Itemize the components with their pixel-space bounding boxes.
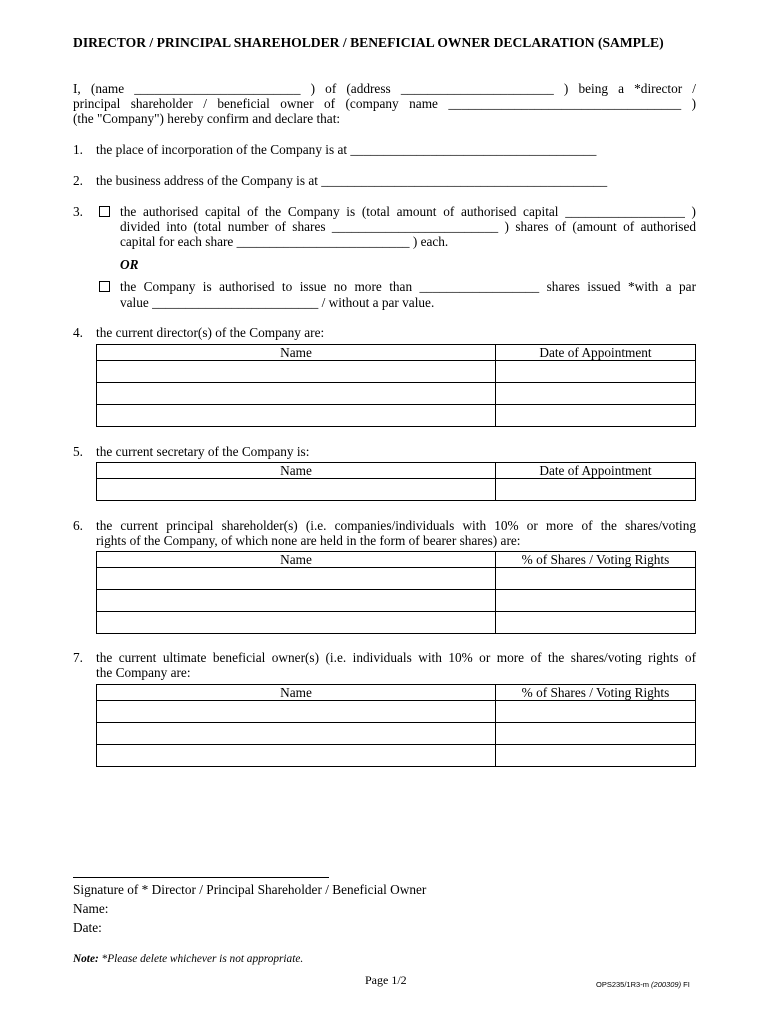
form-code-date: (200309) [651, 980, 682, 989]
item-7-number: 7. [73, 650, 83, 665]
table-header-row [97, 345, 696, 361]
name-column-header: Name [97, 345, 496, 361]
date-column-header: Date of Appointment [496, 345, 696, 361]
table-row [97, 479, 696, 501]
beneficial-owners-table [96, 684, 696, 767]
table-header-row [97, 685, 696, 701]
item-3a-line-2: divided into (total number of shares _________________________ ) shares of (amount of authorised [120, 219, 696, 234]
directors-table [96, 344, 696, 427]
item-4-number: 4. [73, 325, 83, 340]
table-row [97, 590, 696, 612]
item-7-line-1: the current ultimate beneficial owner(s) (i.e. individuals with 10% or more of the shares/voting rights of [96, 650, 696, 665]
table-row [97, 361, 696, 383]
shares-cell[interactable] [496, 723, 696, 745]
table-row [97, 568, 696, 590]
note [73, 952, 303, 967]
name-column-header: Name [97, 463, 496, 479]
table-row [97, 405, 696, 427]
item-7-line-2: the Company are: [96, 665, 191, 680]
note-label: Note: [73, 953, 99, 965]
name-column-header: Name [97, 552, 496, 568]
name-label: Name: [73, 901, 109, 916]
shares-cell[interactable] [496, 745, 696, 767]
secretary-table [96, 462, 696, 501]
intro-line-1: I, (name _________________________ ) of (address _______________________ ) being a *director / [73, 81, 696, 96]
form-code-suffix: FI [681, 980, 690, 989]
item-1-number: 1. [73, 142, 83, 157]
item-3-number: 3. [73, 204, 83, 219]
item-2-number: 2. [73, 173, 83, 188]
authorised-capital-checkbox[interactable] [99, 206, 110, 217]
item-6-line-1: the current principal shareholder(s) (i.e. companies/individuals with 10% or more of the shares/voting [96, 518, 696, 533]
intro-line-3: (the "Company") hereby confirm and declare that: [73, 111, 341, 126]
signature-line[interactable] [73, 877, 329, 878]
shares-cell[interactable] [496, 701, 696, 723]
shares-column-header: % of Shares / Voting Rights [496, 685, 696, 701]
date-cell[interactable] [496, 383, 696, 405]
or-label: OR [120, 257, 139, 272]
date-column-header: Date of Appointment [496, 463, 696, 479]
table-row [97, 745, 696, 767]
date-cell[interactable] [496, 479, 696, 501]
item-1-text: the place of incorporation of the Company is at _____________________________________ [96, 142, 597, 157]
form-code [596, 977, 690, 992]
item-3a-line-1: the authorised capital of the Company is (total amount of authorised capital __________________ ) [120, 204, 696, 219]
name-cell[interactable] [97, 361, 496, 383]
authorised-shares-checkbox[interactable] [99, 281, 110, 292]
name-cell[interactable] [97, 723, 496, 745]
item-5-number: 5. [73, 444, 83, 459]
intro-line-2: principal shareholder / beneficial owner of (company name ___________________________________ ) [73, 96, 696, 111]
item-6-number: 6. [73, 518, 83, 533]
item-3b-line-1: the Company is authorised to issue no more than __________________ shares issued *with a par [120, 279, 696, 294]
shares-cell[interactable] [496, 568, 696, 590]
item-5-text: the current secretary of the Company is: [96, 444, 310, 459]
table-header-row [97, 463, 696, 479]
item-2-text: the business address of the Company is at ___________________________________________ [96, 173, 608, 188]
page-title: DIRECTOR / PRINCIPAL SHAREHOLDER / BENEFICIAL OWNER DECLARATION (SAMPLE) [73, 35, 664, 50]
name-cell[interactable] [97, 568, 496, 590]
date-label: Date: [73, 920, 102, 935]
form-code-id: OPS235/1R3-m [596, 980, 649, 989]
table-row [97, 701, 696, 723]
name-cell[interactable] [97, 701, 496, 723]
page-number: Page 1/2 [365, 973, 407, 987]
shares-cell[interactable] [496, 612, 696, 634]
date-cell[interactable] [496, 361, 696, 383]
name-cell[interactable] [97, 590, 496, 612]
shares-column-header: % of Shares / Voting Rights [496, 552, 696, 568]
date-cell[interactable] [496, 405, 696, 427]
name-column-header: Name [97, 685, 496, 701]
shareholders-table [96, 551, 696, 634]
shares-cell[interactable] [496, 590, 696, 612]
table-row [97, 723, 696, 745]
name-cell[interactable] [97, 383, 496, 405]
signature-caption: Signature of * Director / Principal Shareholder / Beneficial Owner [73, 882, 427, 897]
name-cell[interactable] [97, 405, 496, 427]
item-3b-line-2: value _________________________ / without a par value. [120, 295, 435, 310]
name-cell[interactable] [97, 479, 496, 501]
item-4-text: the current director(s) of the Company are: [96, 325, 325, 340]
table-row [97, 612, 696, 634]
name-cell[interactable] [97, 612, 496, 634]
table-row [97, 383, 696, 405]
note-text: *Please delete whichever is not appropriate. [98, 953, 304, 965]
name-cell[interactable] [97, 745, 496, 767]
item-3a-line-3: capital for each share __________________________ ) each. [120, 234, 449, 249]
item-6-line-2: rights of the Company, of which none are held in the form of bearer shares) are: [96, 533, 521, 548]
table-header-row [97, 552, 696, 568]
